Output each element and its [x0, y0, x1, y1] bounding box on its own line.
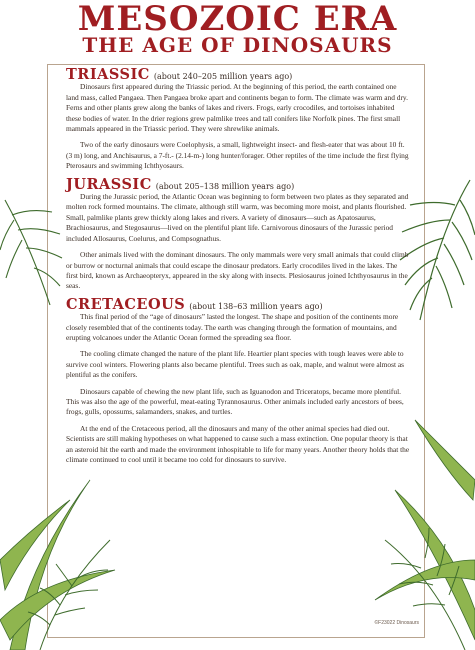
section-heading-triassic — [66, 66, 411, 83]
section-heading-cretaceous — [66, 295, 411, 313]
section-name: CRETACEOUS — [66, 295, 186, 313]
footer-code: ©F23022 Dinosaurs — [374, 620, 419, 626]
paragraph: Dinosaurs capable of chewing the new plant life, such as Iguanodon and Triceratops, became more plentiful. This was also the age of the powerful, meat-eating Tyrannosaurus. Other animals included early ancestors of bees, frogs, gulls, opossums, salamanders, snakes, and turtles. — [66, 386, 404, 417]
paragraph: At the end of the Cretaceous period, all the dinosaurs and many of the other animal species had died out. Scientists are still making hypotheses on what happened to cause such a mass extinction. One popular theory is that an asteroid hit the earth and made the environment inhospitable to life for many years. Another theory holds that the climate continued to cool until it became too cold for dinosaurs to survive. — [66, 423, 410, 464]
paragraph: The cooling climate changed the nature of the plant life. Heartier plant species with tough leaves were able to survive cool winters. Flowering plants also became plentiful. Trees such as oak, maple, and walnut were almost as plentiful as the conifers. — [66, 349, 405, 380]
page-subtitle: THE AGE OF DINOSAURS — [82, 33, 393, 57]
palm-frond-left-icon — [0, 190, 65, 310]
section-range: (about 205–138 million years ago) — [155, 181, 295, 191]
section-range: (about 138–63 million years ago) — [189, 301, 323, 311]
section-range: (about 240–205 million years ago) — [153, 72, 293, 81]
fern-bottom-left-icon — [0, 440, 120, 650]
paragraph: During the Jurassic period, the Atlantic Ocean was beginning to form between two plates as they separated and molten rock formed mountains. The climate, although still warm, was becoming more moist, and plants flourished. Small, palmlike plants grew thickly along lakes and rivers. A variety of dinosaurs—such as Apatosaurus, Brachiosaurus, and Stegosaurus—lived on the plentiful plant life. Carnivorous dinosaurs of the Jurassic period included Allosaurus, Coelurus, and Compsognathus. — [66, 192, 409, 243]
paragraph: This final period of the “age of dinosaurs” lasted the longest. The shape and position of the continents more closely resembled that of the continents today. The earth was changing through the formation of mountains, and erupting volcanoes under the Atlantic Ocean formed the spreading sea floor. — [66, 312, 399, 342]
paragraph: Two of the early dinosaurs were Coelophysis, a small, lightweight insect- and flesh-eater that was about 10 ft. (3 m) long, and Anchisaurus, a 7-ft.- (2.14-m-) long hunter/forager. Other reptiles of the time include the first flying Pterosaurs and swimming Ichthyosaurs. — [66, 140, 409, 171]
section-heading-jurassic — [66, 175, 411, 193]
article-body — [66, 66, 411, 465]
paragraph: Dinosaurs first appeared during the Triassic period. At the beginning of this period, the earth contained one land mass, called Pangaea. Then Pangaea broke apart and continents began to form. The climate was warm and dry. Ferns and other plants grew along the banks of lakes and rivers. Frogs, early crocodiles, and tortoises inhabited these bodies of water. In the drier regions grew palmlike trees and tall conifers like Norfolk pines. The first small mammals appeared in the Triassic period. They were shrewlike animals. — [66, 82, 408, 134]
paragraph: Other animals lived with the dominant dinosaurs. The only mammals were very small animals that could climb or burrow or nocturnal animals that could escape the dinosaur predators. Early crocodiles lived in the lakes. The first bird, known as Archaeopteryx, appeared in the sky along with insects. Plesiosaurus joined Ichthyosaurus in the seas. — [66, 250, 409, 291]
section-name: TRIASSIC — [66, 66, 150, 83]
page-title: MESOZOIC ERA — [77, 0, 398, 39]
section-name: JURASSIC — [66, 175, 152, 193]
